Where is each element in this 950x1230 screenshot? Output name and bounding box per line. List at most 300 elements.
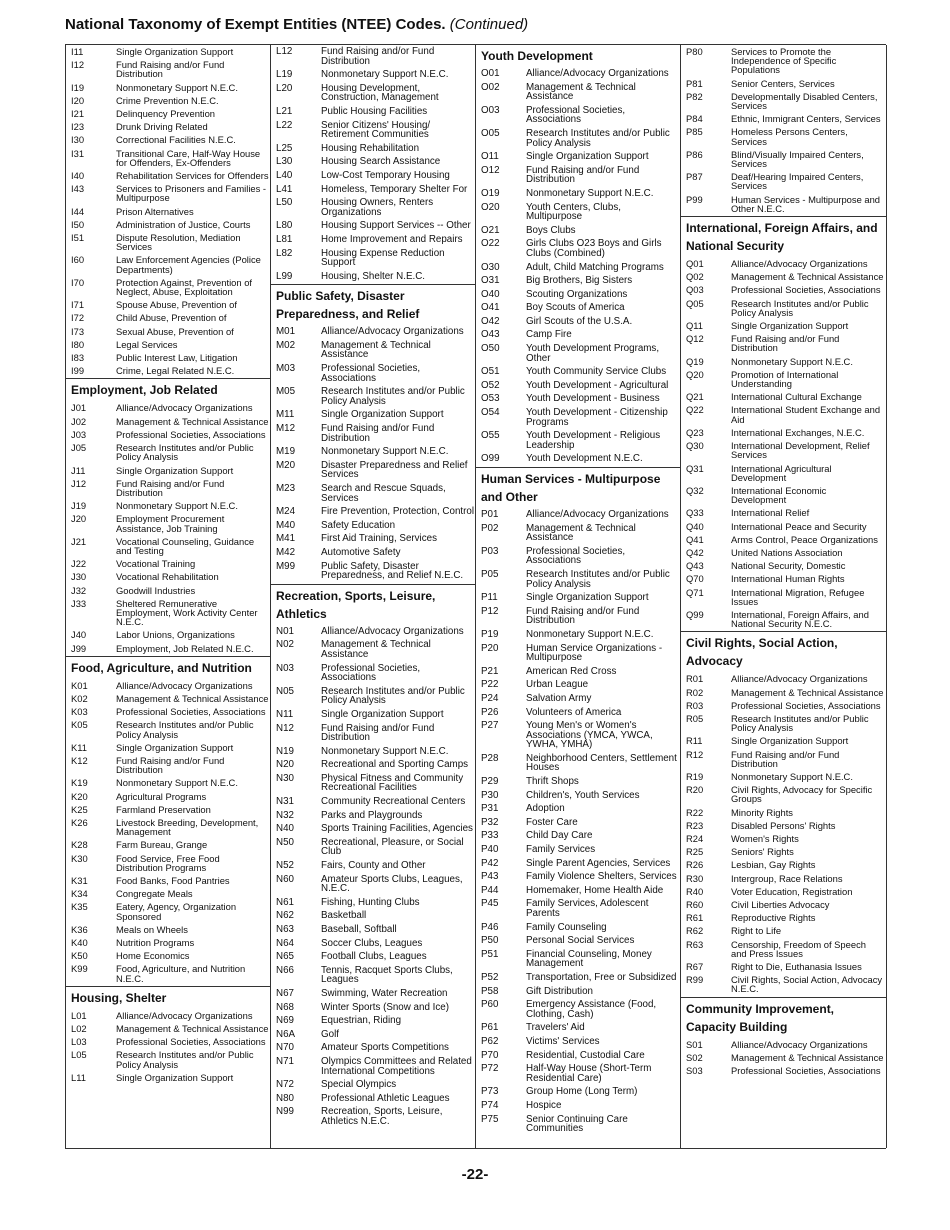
code-description: International Relief [731, 507, 810, 519]
ntee-code: K03 [71, 706, 88, 718]
code-entry [271, 532, 476, 546]
code-description: Residential, Custodial Care [526, 1049, 645, 1061]
ntee-code: L99 [276, 270, 293, 282]
ntee-code: O50 [481, 343, 500, 355]
code-entry [476, 164, 681, 187]
code-entry [271, 873, 476, 896]
code-description: Single Parent Agencies, Services [526, 857, 671, 869]
code-description: Management & Technical Assistance [116, 1023, 269, 1035]
code-entry [476, 274, 681, 288]
ntee-code: Q70 [686, 573, 704, 585]
ntee-code: I83 [71, 352, 85, 364]
code-description: Homeless, Temporary Shelter For [321, 183, 468, 195]
ntee-code: Q11 [686, 320, 704, 332]
ntee-code: P03 [481, 545, 499, 557]
code-description: Sports Training Facilities, Agencies [321, 823, 473, 835]
code-description: International Peace and Security [731, 520, 867, 532]
ntee-code: I51 [71, 232, 85, 244]
code-description: Scouting Organizations [526, 288, 628, 300]
ntee-code: P19 [481, 628, 499, 640]
code-description: Youth Centers, Clubs, Multipurpose [526, 201, 621, 223]
code-entry [271, 105, 476, 119]
ntee-code: Q21 [686, 391, 704, 403]
ntee-code: N63 [276, 924, 294, 935]
ntee-code: N66 [276, 964, 294, 976]
code-entry [271, 1055, 476, 1078]
code-entry [66, 962, 271, 984]
code-entry [66, 512, 271, 534]
code-description: Group Home (Long Term) [526, 1086, 638, 1098]
ntee-code: P30 [481, 789, 499, 801]
code-description: International Exchanges, N.E.C. [731, 426, 865, 438]
code-entry [681, 90, 886, 112]
code-description: Crime, Legal Related N.E.C. [116, 365, 235, 377]
code-entry [66, 253, 271, 275]
code-section [66, 656, 271, 985]
code-description: Boys Clubs [526, 224, 576, 236]
ntee-code: P80 [686, 46, 703, 57]
code-description: Fund Raising and/or Fund Distribution [321, 423, 435, 444]
code-description: Professional Societies, Associations [731, 284, 881, 296]
ntee-code: Q02 [686, 271, 704, 283]
code-entry [681, 924, 886, 937]
code-description: Alliance/Advocacy Organizations [116, 1009, 253, 1021]
code-description: Camp Fire [526, 329, 572, 341]
ntee-code: K30 [71, 852, 88, 864]
ntee-code: O40 [481, 288, 500, 300]
ntee-code: J05 [71, 442, 87, 454]
code-entry [681, 672, 886, 685]
ntee-code: L81 [276, 233, 293, 245]
code-entry [681, 283, 886, 296]
code-description: Single Organization Support [731, 735, 849, 747]
code-section [66, 986, 271, 1084]
code-description: Livestock Breeding, Development, Management [116, 816, 259, 838]
code-entry [681, 686, 886, 699]
code-entry [476, 392, 681, 406]
code-description: Protection Against, Prevention of Neglect, Abuse, Exploitation [116, 276, 253, 298]
code-entry [271, 1105, 476, 1128]
code-entry [66, 147, 271, 169]
ntee-code: O21 [481, 224, 500, 236]
ntee-code: N19 [276, 745, 294, 757]
code-entry [681, 898, 886, 911]
ntee-code: R25 [686, 846, 704, 858]
code-description: Professional Societies, Associations [526, 104, 626, 126]
column-2 [270, 45, 476, 1148]
ntee-code: Q01 [686, 258, 704, 270]
code-description: Winter Sports (Snow and Ice) [321, 1001, 449, 1013]
code-entry [476, 1021, 681, 1035]
code-entry [476, 81, 681, 104]
code-description: Recreational and Sporting Camps [321, 759, 469, 771]
code-description: Gift Distribution [526, 985, 593, 997]
code-entry [271, 219, 476, 233]
code-description: Youth Development - Agricultural [526, 379, 669, 391]
code-description: Fire Prevention, Protection, Control [321, 506, 475, 518]
code-entry [476, 1035, 681, 1049]
ntee-code: N31 [276, 796, 294, 808]
code-description: Goodwill Industries [116, 584, 196, 596]
code-entry [476, 288, 681, 302]
ntee-code: L22 [276, 119, 293, 131]
ntee-code: N6A [276, 1028, 296, 1040]
code-entry [66, 852, 271, 874]
code-entry [476, 816, 681, 830]
code-entry [476, 342, 681, 365]
ntee-code: N52 [276, 860, 294, 872]
code-description: Research Institutes and/or Public Policy Analysis [321, 685, 465, 707]
code-description: Professional Athletic Leagues [321, 1092, 450, 1104]
code-entry [66, 94, 271, 107]
code-description: Professional Societies, Associations [116, 706, 266, 718]
ntee-code: R12 [686, 748, 704, 760]
code-entry [66, 557, 271, 570]
code-entry [271, 758, 476, 772]
ntee-code: K99 [71, 963, 88, 975]
code-entry [681, 506, 886, 519]
code-entry [476, 237, 681, 260]
code-entry [681, 1064, 886, 1077]
code-entry [271, 987, 476, 1001]
ntee-code: M99 [276, 560, 296, 572]
code-entry [476, 870, 681, 884]
code-entry [681, 390, 886, 403]
ntee-code: N11 [276, 708, 294, 720]
ntee-code: P62 [481, 1035, 499, 1047]
code-description: Alliance/Advocacy Organizations [731, 673, 868, 685]
code-entry [681, 858, 886, 871]
ntee-code: N65 [276, 951, 294, 963]
code-description: Human Services - Multipurpose and Other N.E.C. [731, 193, 881, 214]
code-entry [66, 477, 271, 499]
ntee-code: I30 [71, 134, 85, 146]
ntee-code: M03 [276, 363, 296, 375]
code-entry [66, 311, 271, 324]
code-description: Big Brothers, Big Sisters [526, 275, 633, 287]
ntee-code: L41 [276, 183, 293, 195]
ntee-code: O22 [481, 238, 500, 250]
code-description: Legal Services [116, 338, 178, 350]
column-4 [680, 45, 887, 1148]
code-entry [476, 998, 681, 1021]
ntee-code: I70 [71, 276, 85, 288]
code-entry [681, 484, 886, 506]
code-description: Professional Societies, Associations [731, 1065, 881, 1077]
ntee-code: M20 [276, 459, 296, 471]
code-description: Law Enforcement Agencies (Police Departments) [116, 254, 261, 275]
ntee-code: R22 [686, 806, 704, 818]
ntee-code: N01 [276, 625, 294, 637]
code-entry [271, 119, 476, 142]
ntee-code: L82 [276, 247, 293, 259]
code-description: United Nations Association [731, 546, 843, 558]
ntee-code: O11 [481, 151, 499, 163]
code-description: Delinquency Prevention [116, 108, 216, 120]
code-description: Housing Search Assistance [321, 156, 441, 168]
ntee-code: R19 [686, 770, 704, 782]
ntee-code: Q20 [686, 368, 704, 380]
code-description: Child Day Care [526, 830, 593, 842]
ntee-code: Q30 [686, 440, 704, 452]
code-entry [271, 362, 476, 385]
code-entry [681, 559, 886, 572]
ntee-code: P42 [481, 857, 499, 869]
ntee-code: M19 [276, 446, 296, 458]
code-entry [681, 712, 886, 734]
ntee-code: P44 [481, 884, 499, 896]
ntee-code: I71 [71, 299, 85, 311]
code-description: International Student Exchange and Aid [731, 404, 881, 425]
code-description: Girl Scouts of the U.S.A. [526, 315, 633, 327]
code-description: Nonmonetary Support N.E.C. [321, 745, 449, 757]
ntee-code: J20 [71, 513, 87, 525]
code-description: Disaster Preparedness and Relief Services [321, 459, 468, 481]
ntee-code: P81 [686, 77, 703, 89]
code-entry [66, 936, 271, 949]
code-description: Vocational Training [116, 558, 196, 570]
ntee-code: O12 [481, 164, 500, 176]
ntee-code: P87 [686, 171, 703, 183]
ntee-code: K12 [71, 754, 88, 766]
ntee-code: K20 [71, 790, 88, 802]
ntee-code: P22 [481, 679, 499, 691]
ntee-code: R40 [686, 885, 704, 897]
code-description: Alliance/Advocacy Organizations [526, 68, 669, 79]
code-entry [271, 625, 476, 639]
ntee-code: N50 [276, 836, 294, 848]
code-entry [271, 142, 476, 156]
code-entry [271, 233, 476, 247]
code-description: Personal Social Services [526, 935, 635, 947]
code-description: Nonmonetary Support N.E.C. [116, 81, 238, 93]
ntee-code: N20 [276, 759, 294, 771]
code-entry [66, 401, 271, 414]
code-description: International Economic Development [731, 484, 827, 506]
code-description: Meals on Wheels [116, 923, 188, 935]
code-description: Management & Technical Assistance [321, 639, 431, 660]
code-entry [476, 379, 681, 393]
ntee-code: I20 [71, 94, 85, 106]
ntee-code: K50 [71, 950, 88, 962]
ntee-code: K36 [71, 923, 88, 935]
code-description: Fund Raising and/or Fund Distribution [731, 748, 840, 769]
code-description: Family Counseling [526, 921, 607, 933]
code-description: Youth Development - Business [526, 393, 660, 405]
code-entry [681, 125, 886, 147]
code-entry [476, 857, 681, 871]
code-entry [66, 692, 271, 705]
code-entry [476, 628, 681, 642]
code-entry [681, 938, 886, 960]
ntee-code: Q05 [686, 297, 704, 309]
code-entry [66, 133, 271, 146]
code-description: Professional Societies, Associations [116, 1036, 266, 1048]
section-heading: International, Foreign Affairs, and National Security [681, 216, 886, 257]
ntee-code: N30 [276, 772, 294, 784]
ntee-code: P61 [481, 1022, 499, 1034]
ntee-code: P85 [686, 126, 703, 138]
code-entry [271, 937, 476, 951]
code-entry [66, 923, 271, 936]
code-description: Foster Care [526, 816, 578, 828]
code-description: Single Organization Support [731, 320, 849, 332]
ntee-code: I43 [71, 183, 85, 195]
code-entry [681, 819, 886, 832]
code-entry [476, 301, 681, 315]
code-entry [271, 662, 476, 685]
ntee-code: P27 [481, 720, 499, 732]
ntee-code: P74 [481, 1099, 499, 1111]
ntee-code: O99 [481, 453, 500, 465]
code-description: Single Organization Support [321, 409, 444, 421]
code-entry [271, 247, 476, 270]
code-entry [476, 201, 681, 224]
code-entry [476, 706, 681, 720]
code-description: Equestrian, Riding [321, 1015, 402, 1027]
ntee-code: O02 [481, 81, 500, 93]
code-entry [681, 112, 886, 125]
code-description: Research Institutes and/or Public Policy Analysis [116, 1049, 254, 1070]
code-description: Management & Technical Assistance [526, 81, 636, 103]
code-section [66, 45, 271, 377]
code-description: Volunteers of America [526, 706, 622, 718]
code-entry [681, 355, 886, 368]
ntee-code: O01 [481, 68, 500, 79]
code-entry [271, 82, 476, 105]
code-description: International Human Rights [731, 573, 845, 585]
code-description: Single Organization Support [321, 708, 444, 720]
ntee-code: R67 [686, 961, 704, 973]
code-entry [476, 224, 681, 238]
ntee-code: R62 [686, 925, 704, 937]
ntee-code: I21 [71, 108, 85, 120]
ntee-code: L03 [71, 1036, 87, 1048]
ntee-code: P72 [481, 1063, 499, 1075]
ntee-code: R30 [686, 872, 704, 884]
ntee-code: P21 [481, 665, 499, 677]
code-entry [681, 911, 886, 924]
ntee-code: Q19 [686, 355, 704, 367]
code-entry [681, 297, 886, 319]
code-entry [66, 741, 271, 754]
code-description: Homeless Persons Centers, Services [731, 126, 848, 147]
code-entry [476, 104, 681, 127]
code-entry [681, 783, 886, 805]
ntee-code: J11 [71, 464, 86, 476]
code-entry [681, 832, 886, 845]
code-entry [476, 187, 681, 201]
code-description: Victims' Services [526, 1035, 600, 1047]
ntee-code: N69 [276, 1015, 294, 1027]
ntee-code: N64 [276, 937, 294, 949]
ntee-code: J21 [71, 535, 87, 547]
code-description: Research Institutes and/or Public Policy Analysis [526, 127, 670, 149]
code-description: Alliance/Advocacy Organizations [116, 679, 253, 691]
code-description: Financial Counseling, Money Management [526, 948, 652, 970]
ntee-code: J33 [71, 597, 87, 609]
code-description: Seniors' Rights [731, 846, 794, 858]
code-entry [681, 806, 886, 819]
code-description: Fishing, Hunting Clubs [321, 896, 420, 908]
ntee-code: I40 [71, 170, 85, 182]
code-entry [271, 560, 476, 583]
ntee-code: M05 [276, 386, 296, 398]
section-heading: Human Services - Multipurpose and Other [476, 467, 681, 508]
code-description: Youth Community Service Clubs [526, 366, 667, 378]
code-description: Developmentally Disabled Centers, Services [731, 90, 878, 112]
ntee-code: P43 [481, 871, 499, 883]
ntee-code: I72 [71, 312, 85, 324]
code-entry [681, 257, 886, 270]
ntee-code: J22 [71, 558, 87, 570]
code-entry [271, 1014, 476, 1028]
code-description: Alliance/Advocacy Organizations [321, 326, 464, 338]
ntee-code: L80 [276, 220, 293, 232]
code-entry [66, 58, 271, 80]
code-entry [66, 325, 271, 338]
ntee-code: J99 [71, 642, 87, 654]
ntee-code: L21 [276, 105, 293, 117]
ntee-code: J19 [71, 500, 87, 512]
ntee-code: O20 [481, 201, 500, 213]
code-description: Youth Development - Citizenship Programs [526, 407, 668, 428]
ntee-code: R63 [686, 938, 704, 950]
code-entry [66, 415, 271, 428]
code-description: Football Clubs, Leagues [321, 951, 427, 963]
ntee-code: Q41 [686, 533, 704, 545]
code-description: Parks and Playgrounds [321, 809, 423, 821]
code-entry [681, 1038, 886, 1051]
ntee-code: K35 [71, 901, 88, 913]
code-entry [66, 900, 271, 922]
code-entry [66, 205, 271, 218]
code-entry [66, 499, 271, 512]
section-heading: Housing, Shelter [66, 986, 271, 1009]
code-description: Basketball [321, 910, 367, 922]
ntee-code: I19 [71, 81, 85, 93]
code-entry [66, 45, 271, 58]
code-entry [476, 429, 681, 452]
code-description: Senior Continuing Care Communities [526, 1113, 628, 1135]
code-entry [476, 545, 681, 568]
code-entry [476, 591, 681, 605]
code-entry [476, 568, 681, 591]
ntee-code: P02 [481, 522, 499, 534]
code-entry [66, 838, 271, 851]
code-entry [271, 964, 476, 987]
code-entry [271, 155, 476, 169]
code-description: Research Institutes and/or Public Policy Analysis [116, 719, 254, 740]
code-description: Professional Societies, Associations [526, 545, 626, 567]
code-entry [66, 570, 271, 583]
code-description: Search and Rescue Squads, Services [321, 483, 446, 504]
ntee-code: P51 [481, 948, 499, 960]
code-description: Adoption [526, 803, 565, 815]
code-description: Censorship, Freedom of Speech and Press Issues [731, 938, 866, 959]
code-description: Neighborhood Centers, Settlement Houses [526, 752, 677, 774]
code-description: Food Banks, Food Pantries [116, 875, 230, 886]
ntee-code: Q12 [686, 333, 704, 345]
ntee-code: I73 [71, 325, 85, 337]
ntee-code: I80 [71, 338, 85, 350]
ntee-code: N80 [276, 1092, 294, 1104]
ntee-code: Q31 [686, 462, 704, 474]
code-entry [66, 464, 271, 477]
ntee-code: K40 [71, 937, 88, 949]
code-description: Human Service Organizations - Multipurpose [526, 642, 663, 664]
code-description: Nonmonetary Support N.E.C. [526, 187, 654, 199]
